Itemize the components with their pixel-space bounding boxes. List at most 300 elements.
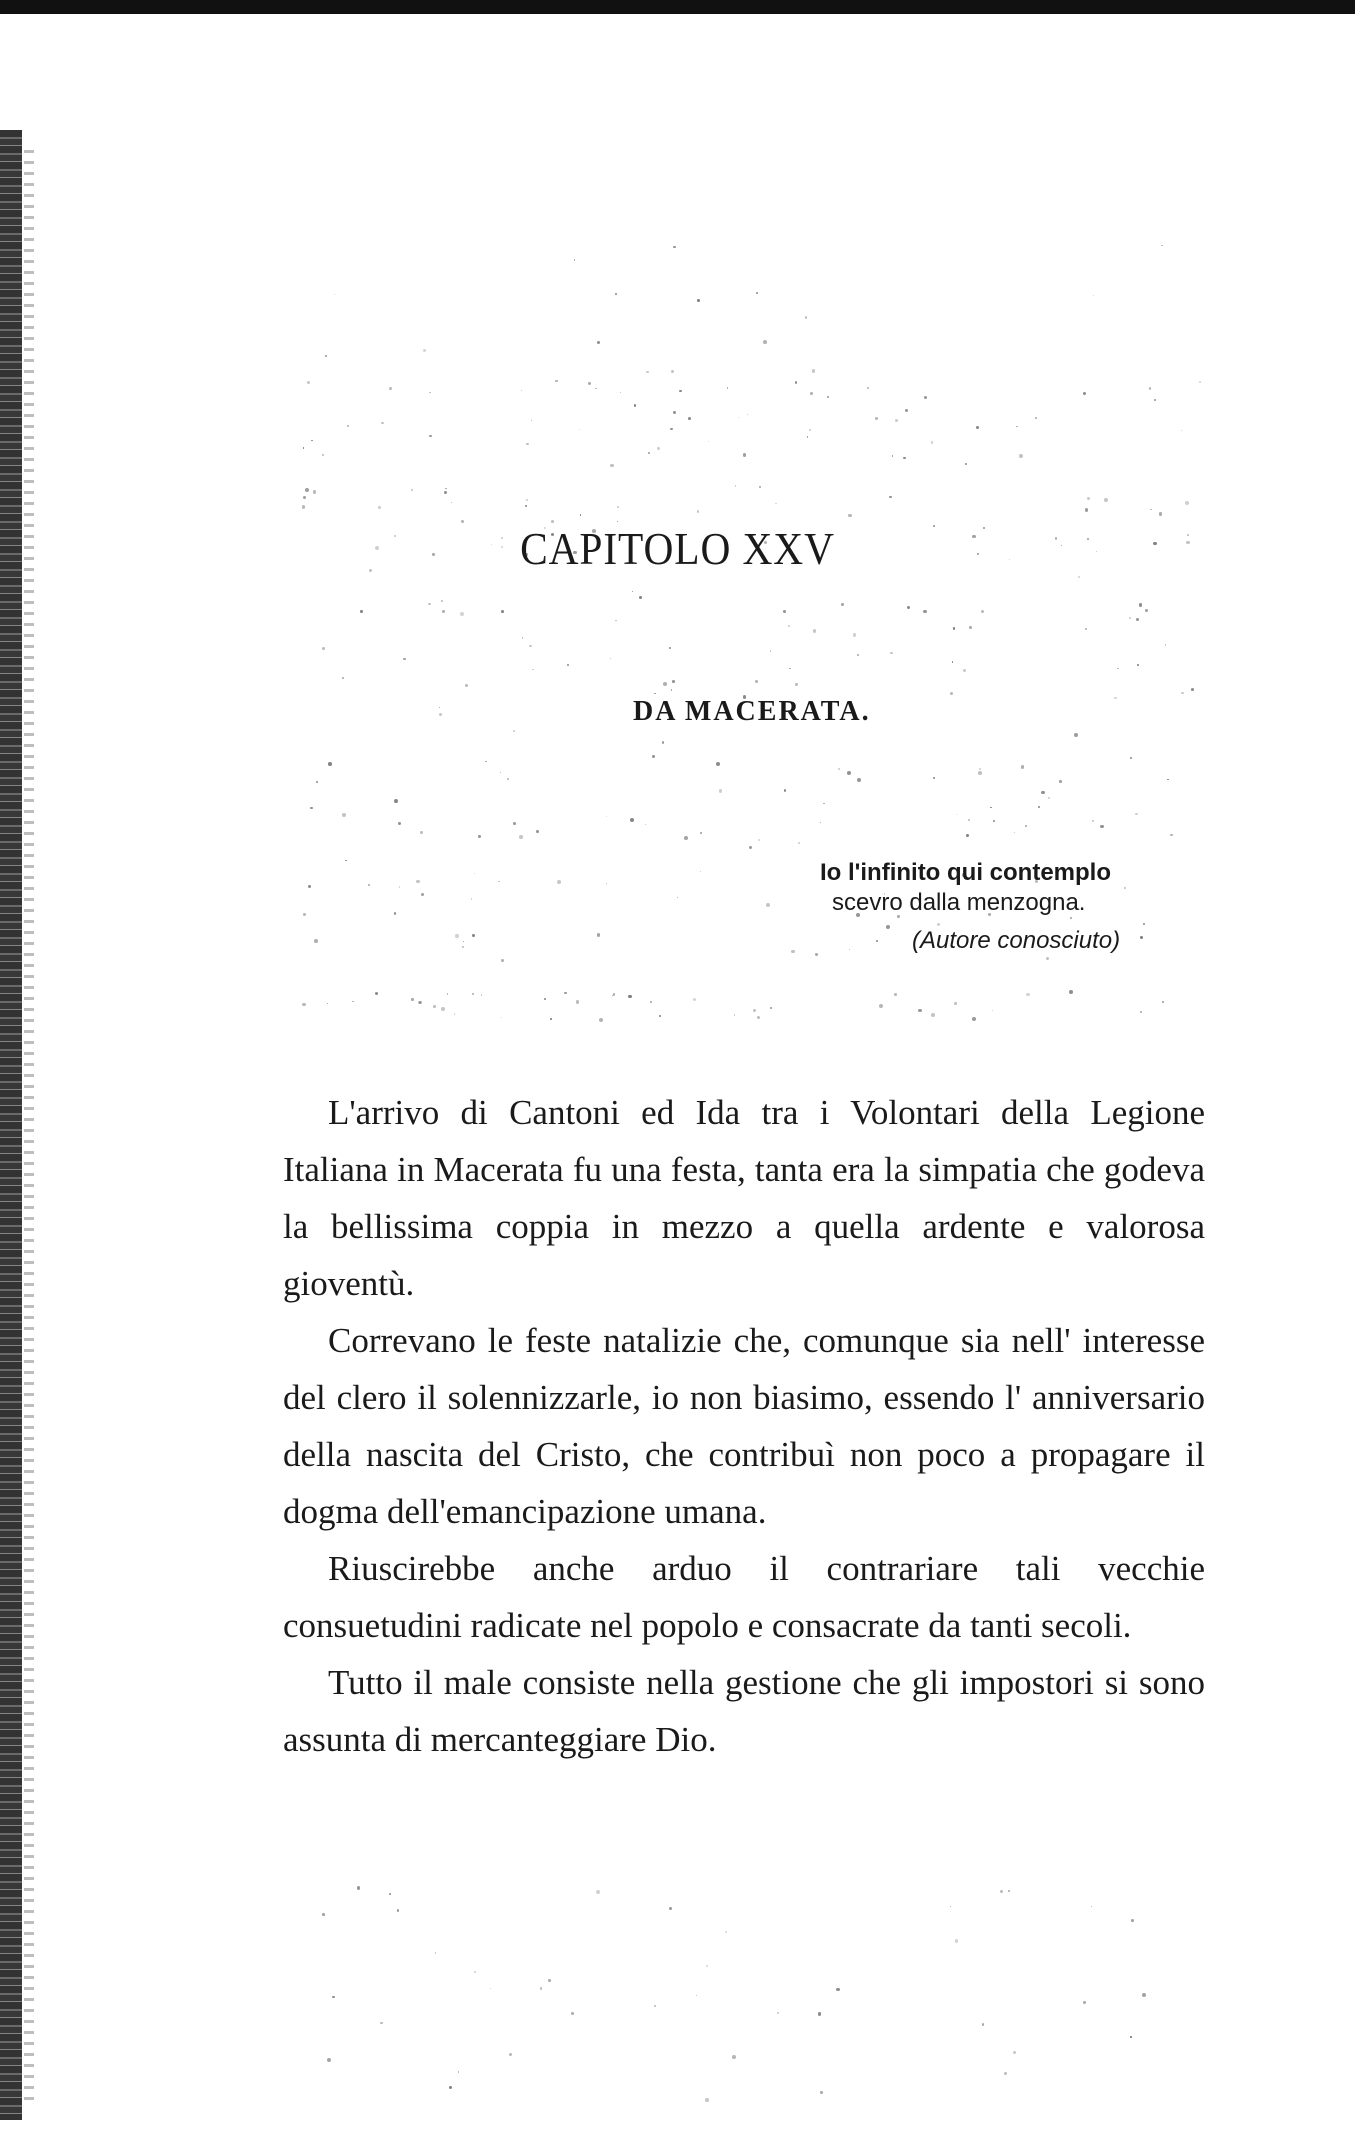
scan-speckle (308, 885, 310, 887)
scan-speckle (895, 419, 898, 422)
scan-speckle (755, 680, 759, 684)
scan-speckle (889, 496, 892, 499)
scan-speckle (1129, 617, 1131, 619)
scan-speckle (924, 396, 927, 399)
scan-speckle (444, 491, 447, 494)
scan-speckle (613, 993, 615, 995)
scan-speckle (1038, 806, 1040, 808)
scan-speckle (950, 1906, 951, 1907)
scan-speckle (429, 435, 432, 438)
scan-speckle (813, 629, 817, 633)
scan-speckle (347, 425, 349, 427)
scan-speckle (848, 514, 852, 518)
scan-speckle (841, 603, 844, 606)
scan-speckle (498, 881, 499, 882)
scan-speckle (630, 818, 634, 822)
scan-speckle (1165, 644, 1167, 646)
scan-speckle (1162, 1001, 1164, 1003)
scan-speckle (389, 387, 392, 390)
scan-speckle (657, 447, 660, 450)
scan-speckle (579, 429, 580, 430)
scan-speckle (474, 1971, 476, 1973)
scan-speckle (519, 835, 522, 838)
scan-speckle (334, 294, 336, 296)
scan-speckle (809, 429, 811, 431)
scan-speckle (416, 880, 420, 884)
scan-speckle (759, 486, 761, 488)
scan-speckle (454, 1013, 456, 1015)
scan-speckle (564, 992, 566, 994)
scan-speckle (1085, 508, 1088, 511)
scan-speckle (1104, 498, 1108, 502)
scan-speckle (933, 777, 935, 779)
scan-speckle (966, 834, 969, 837)
scan-speckle (439, 713, 442, 716)
scan-speckle (481, 994, 482, 995)
scan-speckle (485, 761, 487, 763)
scan-speckle (700, 871, 701, 872)
scan-speckle (650, 1001, 652, 1003)
scan-speckle (597, 933, 601, 937)
scan-speckle (708, 441, 709, 442)
scan-speckle (679, 390, 682, 393)
scan-speckle (381, 422, 383, 424)
scan-speckle (716, 762, 720, 766)
scan-speckle (303, 447, 305, 449)
scan-top-edge (0, 0, 1355, 14)
scan-speckle (460, 612, 464, 616)
scan-speckle (777, 2012, 779, 2014)
scan-speckle (705, 2098, 709, 2102)
scan-speckle (302, 505, 306, 509)
scan-speckle (836, 1988, 840, 1992)
scan-speckle (820, 822, 821, 823)
scan-speckle (1069, 990, 1073, 994)
scan-speckle (838, 768, 839, 769)
scan-speckle (965, 463, 967, 465)
scan-speckle (1142, 1993, 1146, 1997)
scan-speckle (1046, 957, 1049, 960)
scan-speckle (795, 381, 797, 383)
scan-speckle (700, 832, 703, 835)
scan-speckle (478, 835, 482, 839)
scan-speckle (1150, 509, 1152, 511)
scan-speckle (659, 1015, 661, 1017)
scan-speckle (501, 610, 504, 613)
scan-speckle (671, 689, 672, 690)
scan-speckle (857, 654, 859, 656)
scan-speckle (669, 1907, 673, 1911)
scan-speckle (1008, 1890, 1010, 1892)
scan-speckle (399, 886, 400, 887)
scan-speckle (1181, 430, 1182, 431)
scan-speckle (1159, 512, 1163, 516)
scan-speckle (513, 822, 516, 825)
scan-speckle (931, 1013, 935, 1017)
scan-speckle (652, 755, 655, 758)
scan-speckle (536, 830, 539, 833)
scan-speckle (923, 610, 926, 613)
scan-speckle (770, 650, 772, 652)
scan-speckle (418, 1001, 421, 1004)
scan-speckle (394, 912, 396, 914)
paragraph: Correvano le feste natalizie che, comunque sia nell' interesse del clero il solennizzarle, io non biasimo, essendo l' anniversario della nascita del Cristo, che contribuì non poco a propagare il dogma dell'emancipazione umana. (283, 1321, 1205, 1531)
scan-speckle (463, 941, 464, 942)
scan-speckle (1092, 820, 1094, 822)
scan-speckle (465, 684, 468, 687)
scan-speckle (788, 625, 790, 627)
scan-speckle (1199, 381, 1201, 383)
scan-speckle (953, 627, 955, 629)
scan-speckle (472, 993, 474, 995)
epigraph-line: Io l'infinito qui contemplo (820, 859, 1111, 886)
scan-speckle (732, 2055, 736, 2059)
scan-speckle (669, 647, 671, 649)
scan-speckle (677, 897, 679, 899)
scan-speckle (595, 388, 596, 389)
scan-speckle (770, 1007, 772, 1009)
scan-speckle (389, 1893, 391, 1895)
scan-speckle (311, 440, 312, 441)
scan-speckle (1091, 1906, 1092, 1907)
scan-speckle (471, 898, 472, 899)
scan-speckle (526, 499, 528, 501)
scan-speckle (606, 816, 607, 817)
scan-speckle (727, 387, 729, 389)
scan-speckle (783, 610, 786, 613)
scan-speckle (663, 682, 667, 686)
scan-speckle (433, 1005, 436, 1008)
scan-speckle (462, 946, 464, 948)
paragraph: L'arrivo di Cantoni ed Ida tra i Volontari della Legione Italiana in Macerata fu una festa, tanta era la simpatia che godeva la bellissima coppia in mezzo a quella ardente e valorosa gioventù. (283, 1093, 1205, 1303)
scan-speckle (571, 2012, 574, 2015)
scan-speckle (521, 390, 522, 391)
scan-speckle (548, 1979, 551, 1982)
epigraph-line: scevro dalla menzogna. (832, 889, 1086, 916)
scan-speckle (500, 772, 501, 773)
scan-speckle (725, 1931, 727, 1933)
scan-speckle (1041, 791, 1045, 795)
scan-speckle (981, 610, 985, 614)
scan-speckle (428, 603, 431, 606)
chapter-subtitle: DA MACERATA. (633, 696, 871, 727)
scan-speckle (513, 730, 515, 732)
scan-speckle (693, 998, 696, 1001)
scan-speckle (322, 647, 325, 650)
scan-speckle (1170, 834, 1172, 836)
scan-speckle (903, 457, 905, 459)
scan-speckle (918, 1009, 922, 1013)
scan-speckle (1114, 697, 1117, 700)
scan-speckle (1004, 2072, 1007, 2075)
scan-speckle (490, 1988, 491, 1989)
scan-speckle (672, 680, 675, 683)
scan-speckle (805, 316, 807, 318)
scan-speckle (952, 661, 953, 662)
scan-speckle (441, 1007, 445, 1011)
scan-speckle (620, 392, 621, 393)
scan-speckle (394, 799, 398, 803)
scan-speckle (950, 692, 953, 695)
scan-speckle (1181, 692, 1183, 694)
scan-speckle (756, 292, 758, 294)
scan-speckle (1117, 668, 1119, 670)
scan-speckle (327, 1003, 328, 1004)
scan-speckle (1145, 609, 1148, 612)
scan-speckle (610, 464, 614, 468)
scan-speckle (368, 884, 370, 886)
scan-speckle (403, 658, 405, 660)
scan-speckle (735, 485, 737, 487)
scan-speckle (820, 2091, 822, 2093)
scan-speckle (316, 781, 318, 783)
scan-speckle (313, 490, 316, 493)
scan-speckle (441, 600, 443, 602)
scan-speckle (305, 488, 309, 492)
scan-speckle (352, 1001, 353, 1002)
scan-speckle (310, 807, 312, 809)
scan-speckle (322, 1913, 325, 1916)
scan-speckle (567, 664, 568, 665)
scan-speckle (472, 934, 475, 937)
scan-speckle (628, 995, 631, 998)
scan-speckle (654, 693, 656, 695)
scan-speckle (302, 1003, 306, 1007)
scan-speckle (931, 441, 933, 443)
scan-speckle (1074, 733, 1078, 737)
scan-speckle (615, 620, 617, 622)
scan-speckle (1185, 501, 1189, 505)
scan-speckle (325, 355, 327, 357)
scan-speckle (1100, 825, 1104, 829)
scan-speckle (507, 778, 509, 780)
scan-speckle (455, 934, 458, 937)
scan-speckle (743, 453, 746, 456)
scan-speckle (673, 411, 677, 415)
scan-speckle (378, 506, 381, 509)
scan-speckle (1137, 664, 1139, 666)
scan-speckle (823, 803, 824, 804)
scan-speckle (757, 1016, 760, 1019)
scan-speckle (795, 683, 797, 685)
scan-speckle (1026, 993, 1030, 997)
scan-speckle (606, 883, 607, 884)
scan-speckle (550, 1018, 552, 1020)
scan-speckle (992, 1010, 993, 1011)
scan-speckle (612, 995, 613, 996)
paragraph: Tutto il male consiste nella gestione che gli impostori si sono assunta di mercanteggiare Dio. (283, 1663, 1205, 1759)
scan-speckle (632, 591, 633, 592)
scan-speckle (738, 417, 739, 418)
scan-speckle (445, 488, 446, 489)
scan-speckle (458, 2071, 459, 2072)
scan-speckle (540, 1987, 543, 1990)
scan-speckle (673, 246, 675, 248)
scan-speckle (688, 417, 691, 420)
scan-speckle (1154, 399, 1156, 401)
scan-speckle (525, 505, 527, 507)
scan-speckle (555, 380, 557, 382)
scan-speckle (956, 814, 957, 815)
scan-speckle (684, 836, 688, 840)
scan-speckle (474, 873, 475, 874)
scan-speckle (1014, 832, 1015, 833)
scan-speckle (993, 820, 995, 822)
scan-speckle (853, 633, 856, 636)
scan-speckle (879, 1004, 883, 1008)
scan-speckle (397, 1909, 400, 1912)
scan-speckle (734, 1014, 735, 1015)
scan-speckle (1130, 2036, 1131, 2037)
scan-speckle (1016, 426, 1018, 428)
scan-speckle (597, 341, 600, 344)
scan-speckle (1021, 765, 1025, 769)
scan-speckle (1093, 295, 1094, 296)
scan-speckle (435, 1952, 436, 1953)
scan-speckle (307, 381, 310, 384)
scan-speckle (327, 2058, 331, 2062)
scan-speckle (380, 2022, 383, 2025)
scan-speckle (968, 819, 969, 820)
scan-speckle (1167, 779, 1169, 781)
scan-speckle (398, 822, 401, 825)
scan-speckle (411, 998, 413, 1000)
scan-speckle (588, 382, 591, 385)
scan-speckle (429, 392, 430, 393)
scan-speckle (892, 455, 894, 457)
scan-speckle (303, 496, 306, 499)
chapter-body (283, 1084, 1205, 1768)
scan-speckle (639, 596, 641, 598)
scan-speckle (749, 846, 752, 849)
scan-speckle (670, 428, 673, 431)
scan-speckle (303, 913, 306, 916)
scan-speckle (818, 2012, 821, 2015)
scan-speckle (345, 860, 347, 862)
scan-speckle (576, 1000, 579, 1003)
scan-speckle (963, 669, 966, 672)
scan-speckle (617, 506, 619, 508)
scan-speckle (758, 839, 760, 841)
scan-speckle (596, 1890, 600, 1894)
scan-speckle (1048, 797, 1051, 800)
scan-speckle (976, 426, 980, 430)
scan-speckle (451, 502, 452, 503)
scan-binding-edge (0, 130, 22, 2120)
scan-speckle (522, 637, 524, 639)
scan-speckle (599, 1018, 603, 1022)
scan-speckle (1019, 454, 1023, 458)
scan-speckle (890, 652, 892, 654)
scan-speckle (978, 771, 982, 775)
scan-speckle (314, 939, 317, 942)
scan-speckle (969, 626, 972, 629)
scan-speckle (1191, 688, 1194, 691)
scan-speckle (867, 387, 869, 389)
scan-speckle (982, 2023, 985, 2026)
scan-speckle (557, 880, 561, 884)
scan-speckle (807, 436, 808, 437)
epigraph (760, 858, 1210, 956)
scan-speckle (1130, 757, 1132, 759)
scan-speckle (1139, 603, 1142, 606)
scan-speckle (449, 2086, 452, 2089)
scan-speckle (1087, 497, 1090, 500)
scan-speckle (1025, 825, 1027, 827)
scan-speckle (447, 993, 448, 994)
scan-speckle (411, 489, 413, 491)
scan-speckle (894, 993, 897, 996)
scan-speckle (706, 1965, 708, 1967)
scan-speckle (531, 420, 532, 421)
scan-speckle (501, 1017, 502, 1018)
scan-speckle (775, 503, 777, 505)
scan-speckle (955, 1939, 958, 1942)
scan-speckle (1078, 576, 1080, 578)
scan-speckle (697, 299, 700, 302)
scan-speckle (875, 417, 878, 420)
scan-speckle (907, 606, 910, 609)
scan-speckle (1149, 387, 1152, 390)
scan-speckle (532, 669, 533, 670)
scan-speckle (753, 1009, 756, 1012)
scan-speckle (1083, 392, 1086, 395)
chapter-title: CAPITOLO XXV (520, 523, 835, 574)
scan-speckle (654, 2005, 656, 2007)
scan-speckle (662, 741, 665, 744)
scan-speckle (697, 510, 699, 512)
scan-speckle (423, 349, 426, 352)
epigraph-attribution: (Autore conosciuto) (912, 927, 1121, 954)
scan-speckle (328, 762, 332, 766)
scan-speckle (857, 778, 861, 782)
scan-speckle (439, 707, 440, 708)
scan-speckle (646, 371, 649, 374)
scan-speckle (360, 610, 362, 612)
scan-speckle (979, 768, 981, 770)
scan-speckle (972, 1017, 976, 1021)
scan-speckle (526, 443, 528, 445)
scan-speckle (322, 454, 325, 457)
scan-speckle (747, 414, 748, 415)
scan-speckle (332, 1996, 335, 1999)
scan-speckle (810, 392, 813, 395)
scan-speckle (1135, 813, 1137, 815)
scan-speckle (574, 259, 576, 261)
scan-speckle (696, 1995, 697, 1996)
scan-speckle (789, 668, 791, 670)
scan-speckle (671, 370, 674, 373)
scan-speckle (544, 998, 546, 1000)
scan-speckle (1035, 417, 1037, 419)
scan-speckle (784, 789, 786, 791)
scan-speckle (634, 404, 637, 407)
paragraph: Riuscirebbe anche arduo il contrariare tali vecchie consuetudini radicate nel popolo e consacrate da tanti secoli. (283, 1549, 1205, 1645)
scan-speckle (375, 992, 378, 995)
scan-speckle (342, 813, 346, 817)
scan-speckle (990, 807, 992, 809)
scan-speckle (847, 771, 851, 775)
scan-speckle (421, 893, 424, 896)
scan-speckle (1059, 780, 1062, 783)
scan-speckle (827, 396, 829, 398)
scan-speckle (648, 452, 650, 454)
scan-speckle (905, 409, 909, 413)
scan-speckle (798, 842, 800, 844)
scan-speckle (501, 959, 504, 962)
scan-speckle (509, 2053, 512, 2056)
scan-speckle (442, 610, 445, 613)
